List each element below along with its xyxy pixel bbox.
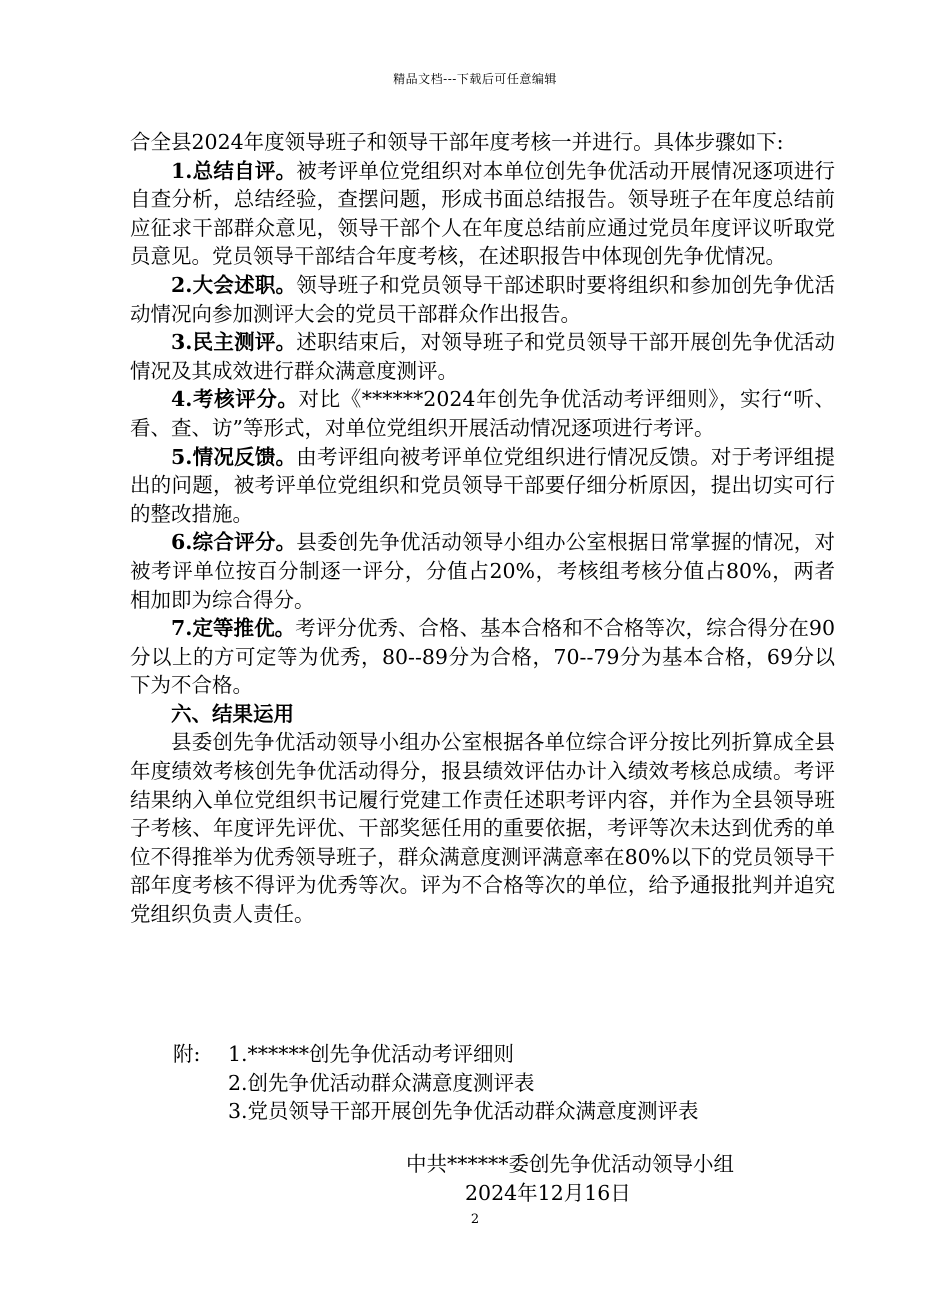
- page-header: 精品文档---下载后可任意编辑: [393, 72, 557, 86]
- attachment-row: [130, 1040, 835, 1069]
- step-4-title: 4.考核评分。: [171, 387, 299, 412]
- step-3-paragraph: [130, 328, 835, 385]
- page-number: 2: [470, 1212, 480, 1227]
- step-6-paragraph: [130, 528, 835, 614]
- step-5-paragraph: [130, 443, 835, 529]
- document-body: [130, 128, 835, 929]
- step-4-paragraph: [130, 385, 835, 442]
- signature-date: 2024年12月16日: [465, 1180, 631, 1205]
- attachment-item: 2.创先争优活动群众满意度测评表: [228, 1070, 535, 1095]
- signature-organization: 中共******委创先争优活动领导小组: [406, 1152, 734, 1176]
- step-3-title: 3.民主测评。: [171, 330, 297, 355]
- step-7-title: 7.定等推优。: [171, 616, 296, 641]
- attachments-list: [130, 1040, 835, 1126]
- attachment-row: [130, 1069, 835, 1098]
- step-1-paragraph: [130, 157, 835, 271]
- step-6-title: 6.综合评分。: [171, 530, 297, 555]
- step-6-body: 县委创先争优活动领导小组办公室根据日常掌握的情况，对被考评单位按百分制逐一评分，分值占20%，考核组考核分值占80%，两者相加即为综合得分。: [130, 530, 836, 612]
- step-5-body: 由考评组向被考评单位党组织进行情况反馈。对于考评组提出的问题，被考评单位党组织和党员领导干部要仔细分析原因，提出切实可行的整改措施。: [130, 444, 836, 526]
- step-2-body: 领导班子和党员领导干部述职时要将组织和参加创先争优活动情况向参加测评大会的党员干部群众作出报告。: [130, 272, 836, 326]
- step-2-title: 2.大会述职。: [171, 272, 297, 297]
- step-7-body: 考评分优秀、合格、基本合格和不合格等次，综合得分在90分以上的方可定等为优秀，80--89分为合格，70--79分为基本合格，69分以下为不合格。: [130, 616, 835, 698]
- signature-block: [380, 1150, 850, 1207]
- step-3-body: 述职结束后，对领导班子和党员领导干部开展创先争优活动情况及其成效进行群众满意度测评。: [130, 330, 836, 383]
- section-6-heading: 六、结果运用: [171, 701, 294, 726]
- step-5-title: 5.情况反馈。: [171, 444, 297, 469]
- step-4-body: 对比《******2024年创先争优活动考评细则》，实行“听、看、查、访”等形式，对单位党组织开展活动情况逐项进行考评。: [130, 387, 835, 440]
- step-1-title: 1.总结自评。: [171, 158, 297, 183]
- attachment-item: 1.******创先争优活动考评细则: [228, 1042, 515, 1066]
- intro-paragraph: 合全县2024年度领导班子和领导干部年度考核一并进行。具体步骤如下:: [130, 130, 784, 154]
- attachment-item: 3.党员领导干部开展创先争优活动群众满意度测评表: [228, 1099, 699, 1124]
- step-7-paragraph: [130, 614, 835, 700]
- step-1-body: 被考评单位党组织对本单位创先争优活动开展情况逐项进行自查分析，总结经验，查摆问题，形成书面总结报告。领导班子在年度总结前应征求干部群众意见，领导干部个人在年度总结前应通过党员年度评议听取党员意见。党员领导干部结合年度考核，在述职报告中体现创先争优情况。: [130, 158, 836, 269]
- attachment-row: [130, 1097, 835, 1126]
- step-2-paragraph: [130, 271, 835, 328]
- section-6-body: 县委创先争优活动领导小组办公室根据各单位综合评分按比列折算成全县年度绩效考核创先争优活动得分，报县绩效评估办计入绩效考核总成绩。考评结果纳入单位党组织书记履行党建工作责任述职考评内容，并作为全县领导班子考核、年度评先评优、干部奖惩任用的重要依据，考评等次未达到优秀的单位不得推举为优秀领导班子，群众满意度测评满意率在80%以下的党员领导干部年度考核不得评为优秀等次。评为不合格等次的单位，给予通报批判并追究党组织负责人责任。: [130, 730, 835, 927]
- attachments-label: 附:: [173, 1042, 201, 1066]
